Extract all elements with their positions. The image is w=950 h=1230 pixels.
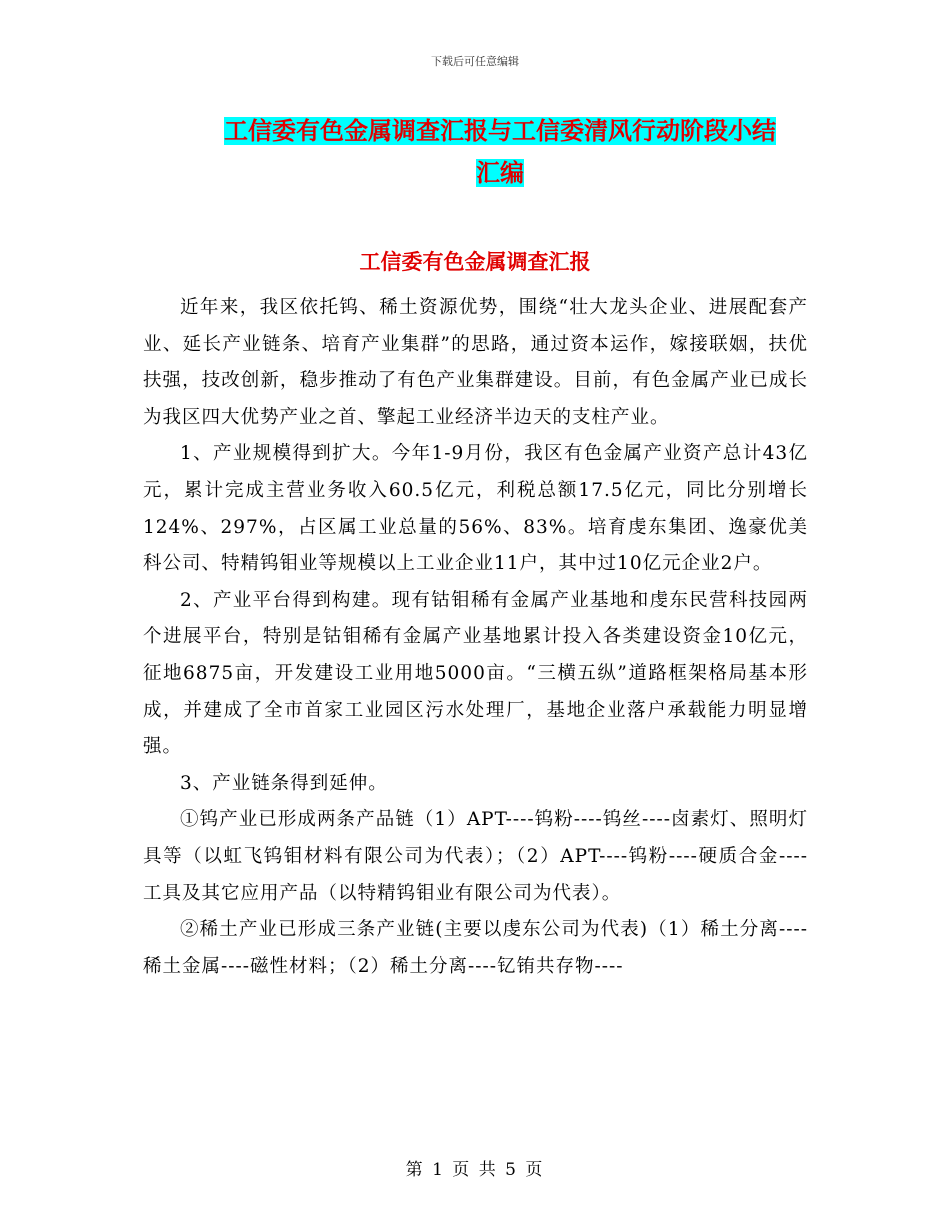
main-title-line-2: 汇编 xyxy=(476,159,524,187)
main-title-line-1: 工信委有色金属调查汇报与工信委清风行动阶段小结 xyxy=(224,117,776,145)
document-body xyxy=(143,290,808,985)
paragraph-chain-heading: 3、产业链条得到延伸。 xyxy=(180,772,388,794)
paragraph-scale: 1、产业规模得到扩大。今年1-9月份，我区有色金属产业资产总计43亿元，累计完成主营业务收入60.5亿元，利税总额17.5亿元，同比分别增长124%、297%，占区属工业总量的56%、83%。培育虔东集团、逸豪优美科公司、特精钨钼业等规模以上工业企业11户，其中过10亿元企业2户。 xyxy=(143,443,808,575)
main-title xyxy=(190,110,810,194)
paragraph-tungsten-chain: ①钨产业已形成两条产品链（1）APT----钨粉----钨丝----卤素灯、照明灯具等（以虹飞钨钼材料有限公司为代表）；（2）APT----钨粉----硬质合金----工具及其它应用产品（以特精钨钼业有限公司为代表）。 xyxy=(143,809,808,904)
page-footer: 第 1 页 共 5 页 xyxy=(405,1160,545,1180)
section-title: 工信委有色金属调查汇报 xyxy=(359,250,591,274)
header-note: 下载后可任意编辑 xyxy=(431,55,519,68)
paragraph-rare-earth-chain: ②稀土产业已形成三条产业链(主要以虔东公司为代表)（1）稀土分离----稀土金属----磁性材料；（2）稀土分离----钇铕共存物---- xyxy=(143,919,808,977)
paragraph-intro: 近年来，我区依托钨、稀土资源优势，围绕“壮大龙头企业、进展配套产业、延长产业链条、培育产业集群”的思路，通过资本运作，嫁接联姻，扶优扶强，技改创新，稳步推动了有色产业集群建设。目前，有色金属产业已成长为我区四大优势产业之首、擎起工业经济半边天的支柱产业。 xyxy=(143,297,808,428)
paragraph-platform: 2、产业平台得到构建。现有钴钼稀有金属产业基地和虔东民营科技园两个进展平台，特别是钴钼稀有金属产业基地累计投入各类建设资金10亿元，征地6875亩，开发建设工业用地5000亩。“三横五纵”道路框架格局基本形成，并建成了全市首家工业园区污水处理厂，基地企业落户承载能力明显增强。 xyxy=(143,589,808,758)
